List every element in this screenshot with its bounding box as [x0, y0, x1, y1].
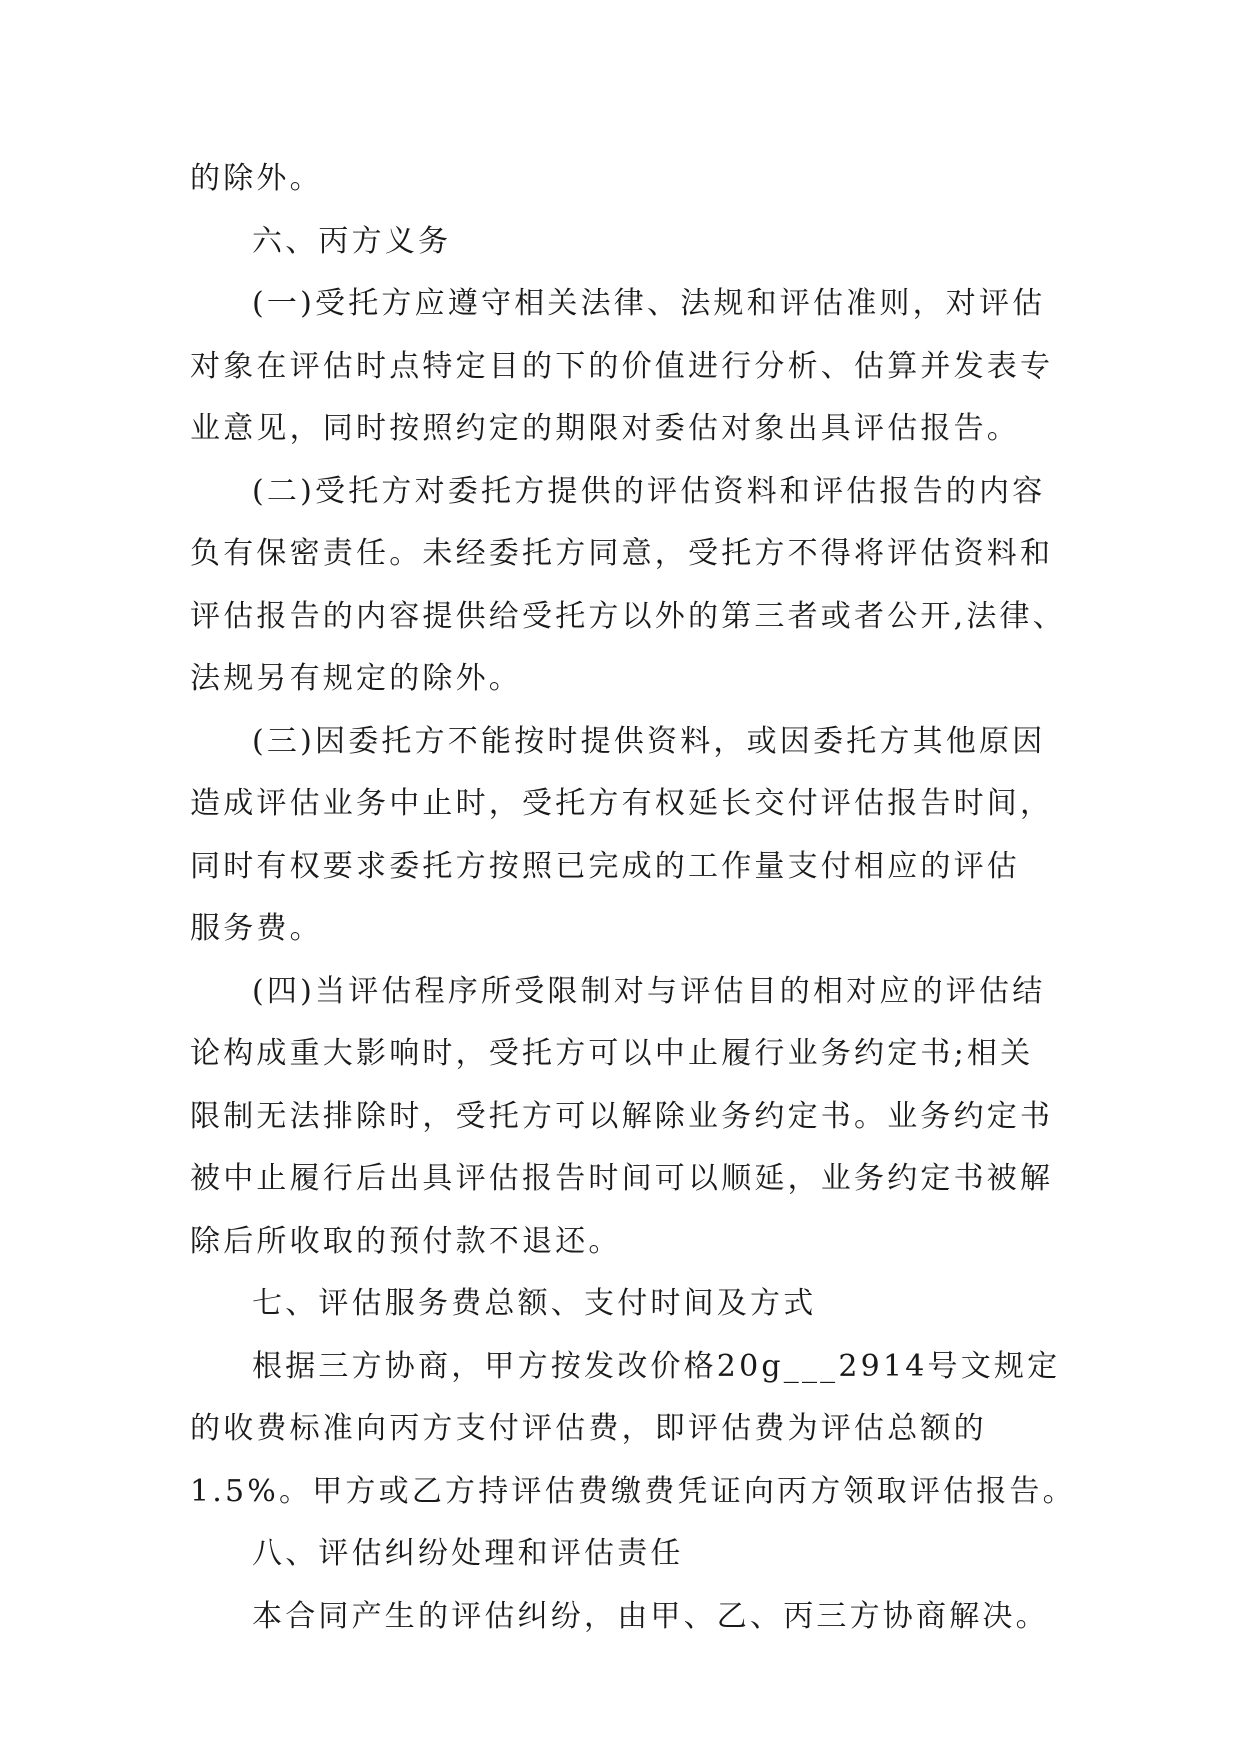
text-line-12: 同时有权要求委托方按照已完成的工作量支付相应的评估	[190, 848, 1020, 884]
text-line-8: 评估报告的内容提供给受托方以外的第三者或者公开,法律、	[190, 598, 1066, 634]
document-body	[190, 148, 1076, 1648]
text-line-16: 限制无法排除时，受托方可以解除业务约定书。业务约定书	[190, 1098, 1054, 1134]
section-heading-6: 六、丙方义务	[252, 223, 452, 259]
text-line-22: 1.5%。甲方或乙方持评估费缴费凭证向丙方领取评估报告。	[190, 1473, 1076, 1509]
text-line-4: 对象在评估时点特定目的下的价值进行分析、估算并发表专	[190, 348, 1054, 384]
section-heading-8: 八、评估纠纷处理和评估责任	[252, 1536, 684, 1571]
text-line-21: 的收费标准向丙方支付评估费，即评估费为评估总额的	[190, 1411, 987, 1446]
text-line-20: 根据三方协商，甲方按发改价格20g___2914号文规定	[252, 1348, 1061, 1384]
text-line-7: 负有保密责任。未经委托方同意，受托方不得将评估资料和	[190, 536, 1054, 571]
text-line-24: 本合同产生的评估纠纷，由甲、乙、丙三方协商解决。	[252, 1598, 1049, 1634]
text-line-18: 除后所收取的预付款不退还。	[190, 1223, 622, 1259]
text-line-14: (四)当评估程序所受限制对与评估目的相对应的评估结	[252, 973, 1046, 1009]
text-line-6: (二)受托方对委托方提供的评估资料和评估报告的内容	[252, 473, 1046, 509]
text-line-13: 服务费。	[190, 911, 323, 946]
text-line-1: 的除外。	[190, 161, 323, 196]
text-line-10: (三)因委托方不能按时提供资料，或因委托方其他原因	[252, 723, 1046, 759]
text-line-11: 造成评估业务中止时，受托方有权延长交付评估报告时间，	[190, 786, 1054, 821]
text-line-15: 论构成重大影响时，受托方可以中止履行业务约定书;相关	[190, 1036, 1034, 1071]
section-heading-7: 七、评估服务费总额、支付时间及方式	[252, 1286, 817, 1321]
text-line-3: (一)受托方应遵守相关法律、法规和评估准则，对评估	[252, 286, 1046, 321]
text-line-17: 被中止履行后出具评估报告时间可以顺延，业务约定书被解	[190, 1161, 1054, 1196]
text-line-5: 业意见，同时按照约定的期限对委估对象出具评估报告。	[190, 411, 1020, 446]
text-line-9: 法规另有规定的除外。	[190, 661, 522, 696]
